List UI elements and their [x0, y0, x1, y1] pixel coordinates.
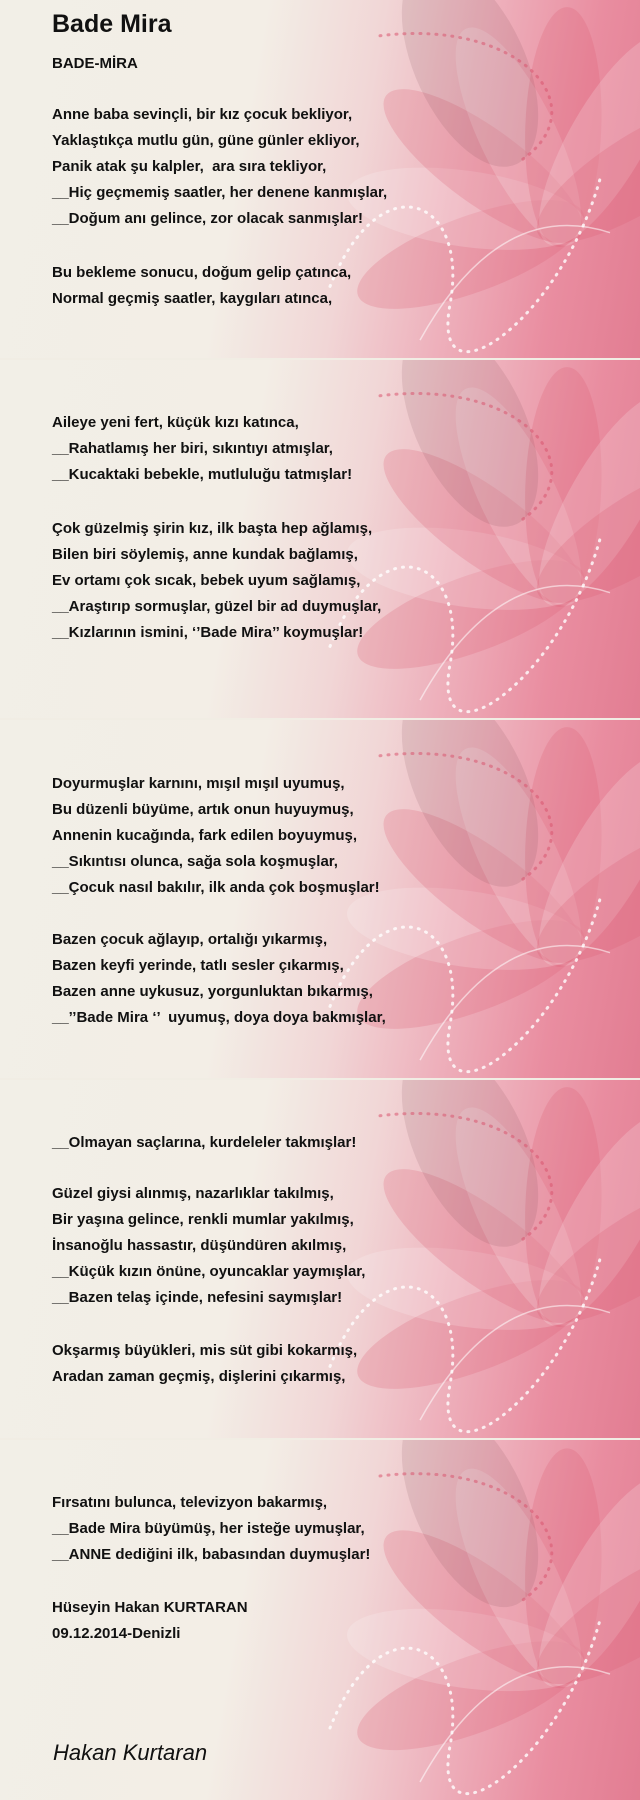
- author-signature: Hakan Kurtaran: [53, 1740, 208, 1765]
- poem-line: Okşarmış büyükleri, mis süt gibi kokarmış,: [52, 1342, 358, 1359]
- author-name: Hüseyin Hakan KURTARAN: [52, 1599, 248, 1616]
- poem-line: Bazen anne uykusuz, yorgunluktan bıkarmış,: [52, 983, 373, 1000]
- poem-line: __Doğum anı gelince, zor olacak sanmışlar!: [52, 210, 363, 227]
- poem-line: Fırsatını bulunca, televizyon bakarmış,: [52, 1494, 328, 1511]
- poem-line: Annenin kucağında, fark edilen boyuymuş,: [52, 827, 358, 844]
- poem-line: Doyurmuşlar karnını, mışıl mışıl uyumuş,: [52, 775, 345, 792]
- poem-line: Bu bekleme sonucu, doğum gelip çatınca,: [52, 264, 352, 281]
- poem-line: Yaklaştıkça mutlu gün, güne günler ekliyor,: [52, 132, 360, 149]
- poem-line: Bilen biri söylemiş, anne kundak bağlamış,: [52, 546, 358, 563]
- stanza: [52, 771, 380, 901]
- poem-line: __Hiç geçmemiş saatler, her denene kanmışlar,: [52, 184, 388, 201]
- poem-line: İnsanoğlu hassastır, düşündüren akılmış,: [52, 1237, 347, 1254]
- poem-line: __Bade Mira büyümüş, her isteğe uymuşlar,: [52, 1520, 365, 1537]
- poem-line: __Çocuk nasıl bakılır, ilk anda çok boşmuşlar!: [52, 879, 380, 896]
- poem-line: Aradan zaman geçmiş, dişlerini çıkarmış,: [52, 1368, 346, 1385]
- poem-line: Bazen keyfi yerinde, tatlı sesler çıkarmış,: [52, 957, 344, 974]
- poem-line: __Küçük kızın önüne, oyuncaklar yaymışlar,: [52, 1263, 366, 1280]
- stanza: [52, 1338, 357, 1390]
- poem-subtitle: BADE-MİRA: [52, 55, 138, 72]
- poem-line: __Olmayan saçlarına, kurdeleler takmışlar!: [52, 1134, 357, 1151]
- poem-line: __Bazen telaş içinde, nefesini saymışlar!: [52, 1289, 343, 1306]
- poem-line: __ANNE dediğini ilk, babasından duymuşlar!: [52, 1546, 371, 1563]
- poem-line: __Araştırıp sormuşlar, güzel bir ad duymuşlar,: [52, 598, 382, 615]
- poem-line: Bu düzenli büyüme, artık onun huyuymuş,: [52, 801, 354, 818]
- poem-line: Bir yaşına gelince, renkli mumlar yakılmış,: [52, 1211, 354, 1228]
- poem-line: __Kucaktaki bebekle, mutluluğu tatmışlar!: [52, 466, 353, 483]
- stanza: [52, 516, 381, 646]
- poem-line: Ev ortamı çok sıcak, bebek uyum sağlamış,: [52, 572, 361, 589]
- stanza: [52, 260, 351, 312]
- stanza: [52, 410, 352, 488]
- poem-line: __Rahatlamış her biri, sıkıntıyı atmışlar,: [52, 440, 333, 457]
- poem-title: Bade Mira: [52, 10, 172, 38]
- stanza: [52, 1130, 356, 1156]
- poem-line: Güzel giysi alınmış, nazarlıklar takılmış,: [52, 1185, 334, 1202]
- poem-line: Panik atak şu kalpler, ara sıra tekliyor,: [52, 158, 327, 175]
- poem-line: Normal geçmiş saatler, kaygıları atınca,: [52, 290, 333, 307]
- poem-line: Anne baba sevinçli, bir kız çocuk bekliyor,: [52, 106, 353, 123]
- poem-line: __Sıkıntısı olunca, sağa sola koşmuşlar,: [52, 853, 338, 870]
- poem-line: Çok güzelmiş şirin kız, ilk başta hep ağlamış,: [52, 520, 373, 537]
- poem-line: Aileye yeni fert, küçük kızı katınca,: [52, 414, 299, 431]
- stanza: [52, 927, 386, 1031]
- poem-line: Bazen çocuk ağlayıp, ortalığı yıkarmış,: [52, 931, 328, 948]
- author-date-place: 09.12.2014-Denizli: [52, 1625, 181, 1642]
- stanza: [52, 1181, 365, 1311]
- poem-line: __’’Bade Mira ‘’ uyumuş, doya doya bakmışlar,: [52, 1009, 386, 1026]
- stanza: [52, 1490, 370, 1568]
- stanza: [52, 102, 387, 232]
- poem-line: __Kızlarının ismini, ‘’Bade Mira’’ koymuşlar!: [52, 624, 364, 641]
